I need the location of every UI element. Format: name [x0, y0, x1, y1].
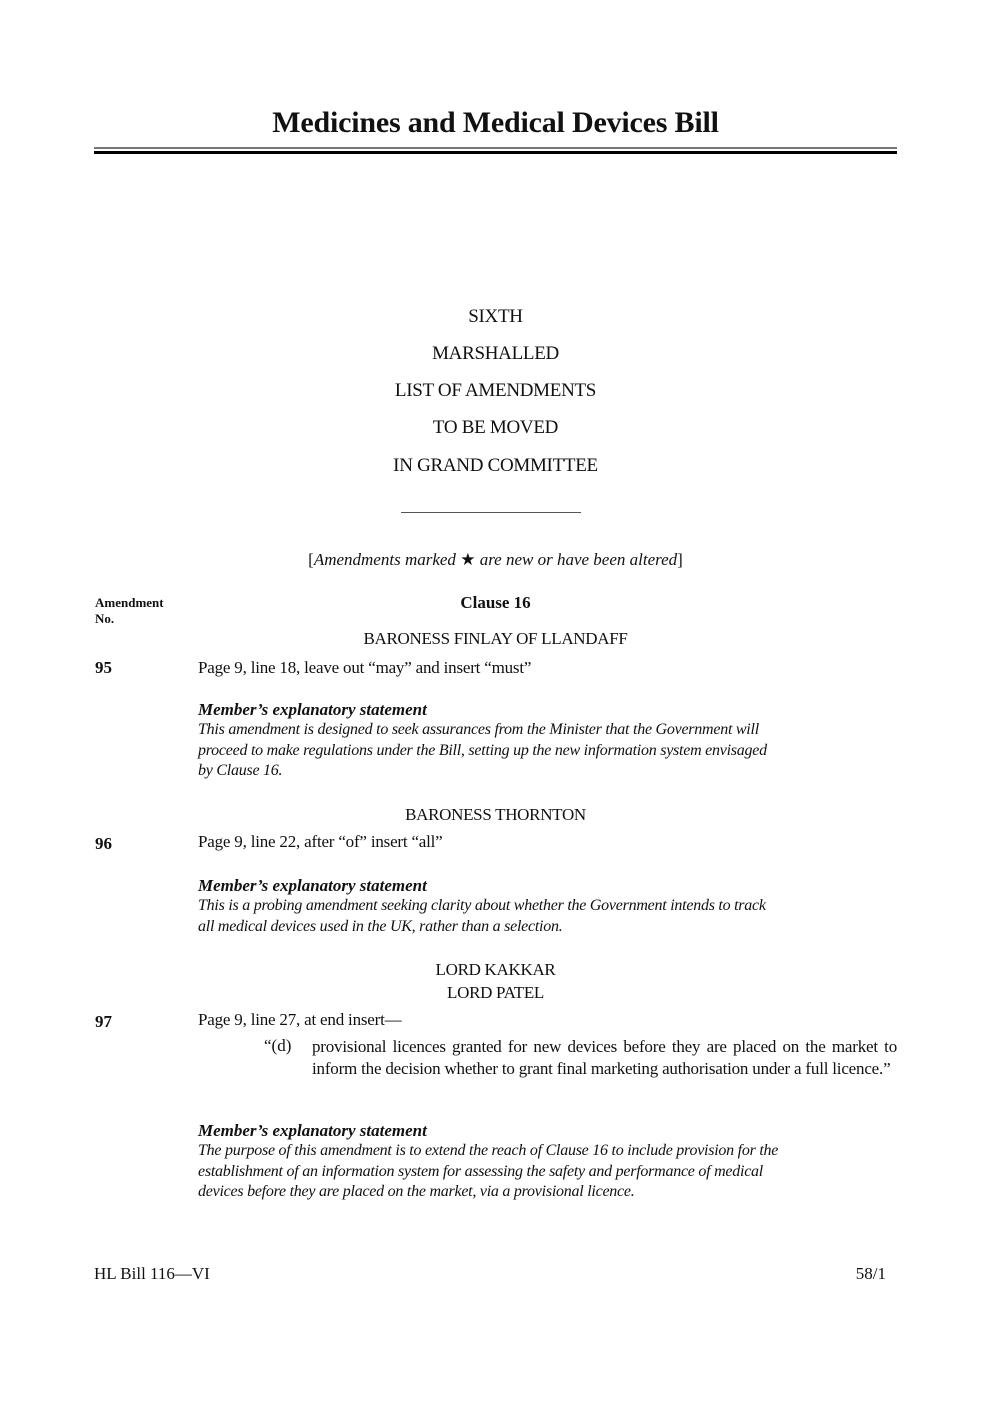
note-text-before: Amendments marked	[313, 550, 461, 569]
explanatory-statement-body	[198, 1141, 898, 1203]
member-name: LORD KAKKAR	[435, 960, 556, 979]
member-name: BARONESS FINLAY OF LLANDAFF	[363, 629, 628, 648]
amendment-text: Page 9, line 22, after “of” insert “all”	[198, 832, 443, 851]
inserted-paragraph-label: “(d)	[264, 1036, 292, 1055]
amendment-text: Page 9, line 18, leave out “may” and insert “must”	[198, 658, 532, 677]
title-rule-thin	[94, 147, 897, 149]
explanatory-statement-body	[198, 896, 898, 937]
cover-line-list: LIST OF AMENDMENTS	[394, 380, 597, 401]
note-text-after: are new or have been altered	[475, 550, 678, 569]
amendment-number: 96	[95, 834, 112, 853]
amendment-text: Page 9, line 27, at end insert—	[198, 1010, 402, 1029]
amendment-number: 95	[95, 658, 112, 677]
cover-line-committee: IN GRAND COMMITTEE	[393, 455, 598, 476]
bill-reference: HL Bill 116—VI	[94, 1264, 210, 1283]
statement-line: This is a probing amendment seeking clarity about whether the Government intends to track	[198, 897, 766, 914]
explanatory-statement-title: Member’s explanatory statement	[198, 700, 427, 719]
inserted-paragraph-text: provisional licences granted for new devices before they are placed on the market to inform the decision whether to grant final marketing authorisation under a full licence.”	[312, 1037, 897, 1078]
page-number: 58/1	[855, 1264, 886, 1283]
cover-line-sixth: SIXTH	[468, 306, 523, 327]
statement-line: This amendment is designed to seek assurances from the Minister that the Government will	[198, 721, 759, 738]
statement-line: by Clause 16.	[198, 762, 283, 779]
bill-title: Medicines and Medical Devices Bill	[272, 106, 719, 139]
cover-line-marshalled: MARSHALLED	[432, 343, 559, 364]
amendments-note	[0, 550, 991, 570]
statement-line: devices before they are placed on the market, via a provisional licence.	[198, 1183, 635, 1200]
note-bracket-open: [	[308, 550, 314, 569]
amendment-number: 97	[95, 1012, 112, 1031]
note-bracket-close: ]	[677, 550, 683, 569]
statement-line: all medical devices used in the UK, rather than a selection.	[198, 917, 563, 935]
statement-line: establishment of an information system for assessing the safety and performance of medical	[198, 1162, 763, 1180]
amendment-header-line2: No.	[95, 611, 115, 626]
title-rule-thick	[94, 151, 897, 154]
member-name: BARONESS THORNTON	[405, 805, 586, 824]
explanatory-statement-title: Member’s explanatory statement	[198, 1121, 427, 1140]
cover-line-moved: TO BE MOVED	[432, 417, 559, 438]
cover-divider	[401, 512, 581, 513]
statement-line: proceed to make regulations under the Bill, setting up the new information system envisaged	[198, 741, 767, 759]
star-icon: ★	[460, 550, 476, 569]
explanatory-statement-title: Member’s explanatory statement	[198, 876, 427, 895]
statement-line: The purpose of this amendment is to extend the reach of Clause 16 to include provision for the	[198, 1142, 779, 1159]
explanatory-statement-body	[198, 720, 898, 782]
member-name: LORD PATEL	[447, 983, 544, 1002]
clause-heading: Clause 16	[460, 593, 531, 612]
amendment-header-line1: Amendment	[95, 595, 164, 610]
